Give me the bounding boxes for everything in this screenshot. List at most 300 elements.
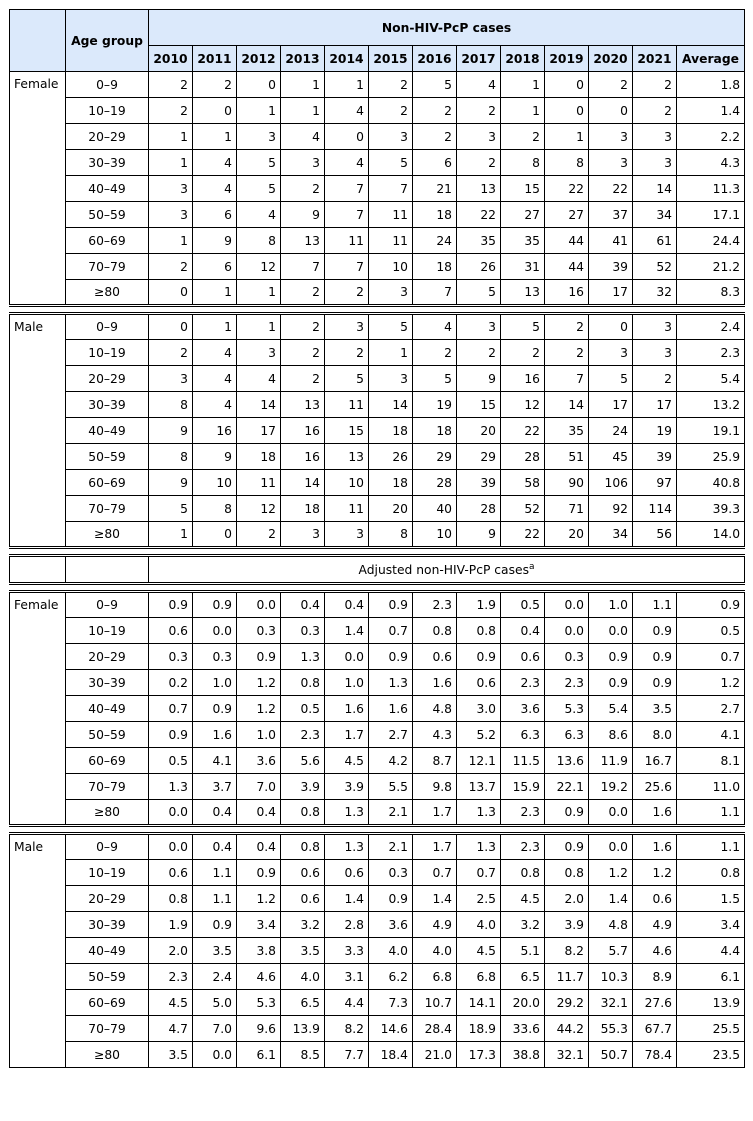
value-cell: 2 bbox=[633, 72, 677, 98]
value-cell: 11.9 bbox=[589, 748, 633, 774]
value-cell: 5 bbox=[237, 176, 281, 202]
value-cell: 58 bbox=[501, 470, 545, 496]
value-cell: 0 bbox=[237, 72, 281, 98]
value-cell: 6 bbox=[413, 150, 457, 176]
value-cell: 1 bbox=[149, 124, 193, 150]
value-cell: 22 bbox=[545, 176, 589, 202]
value-cell: 4.1 bbox=[677, 722, 745, 748]
value-cell: 18 bbox=[237, 444, 281, 470]
value-cell: 6.5 bbox=[501, 964, 545, 990]
value-cell: 1.4 bbox=[325, 886, 369, 912]
value-cell: 6 bbox=[193, 254, 237, 280]
value-cell: 1 bbox=[281, 72, 325, 98]
value-cell: 9 bbox=[193, 228, 237, 254]
value-cell: 14.6 bbox=[369, 1016, 413, 1042]
value-cell: 0.6 bbox=[281, 886, 325, 912]
value-cell: 2.1 bbox=[369, 800, 413, 826]
value-cell: 3.9 bbox=[281, 774, 325, 800]
age-group-cell: 40–49 bbox=[66, 938, 149, 964]
value-cell: 2 bbox=[325, 280, 369, 306]
value-cell: 10.3 bbox=[589, 964, 633, 990]
value-cell: 33.6 bbox=[501, 1016, 545, 1042]
value-cell: 3.5 bbox=[281, 938, 325, 964]
value-cell: 3 bbox=[369, 280, 413, 306]
year-header: Average bbox=[677, 46, 745, 72]
value-cell: 10 bbox=[325, 470, 369, 496]
value-cell: 0.8 bbox=[281, 800, 325, 826]
table-row bbox=[10, 670, 745, 696]
value-cell: 9 bbox=[457, 522, 501, 548]
value-cell: 17 bbox=[237, 418, 281, 444]
value-cell: 0.9 bbox=[193, 696, 237, 722]
value-cell: 2 bbox=[237, 522, 281, 548]
value-cell: 5.4 bbox=[677, 366, 745, 392]
value-cell: 1.3 bbox=[149, 774, 193, 800]
value-cell: 4 bbox=[457, 72, 501, 98]
value-cell: 8.9 bbox=[633, 964, 677, 990]
age-group-cell: 40–49 bbox=[66, 176, 149, 202]
table-row bbox=[10, 912, 745, 938]
value-cell: 10 bbox=[413, 522, 457, 548]
value-cell: 12 bbox=[501, 392, 545, 418]
value-cell: 8 bbox=[237, 228, 281, 254]
value-cell: 0.8 bbox=[457, 618, 501, 644]
value-cell: 2.4 bbox=[677, 314, 745, 340]
value-cell: 32 bbox=[633, 280, 677, 306]
value-cell: 7 bbox=[413, 280, 457, 306]
value-cell: 114 bbox=[633, 496, 677, 522]
value-cell: 8 bbox=[501, 150, 545, 176]
value-cell: 1.8 bbox=[677, 72, 745, 98]
value-cell: 0.0 bbox=[149, 800, 193, 826]
table-row bbox=[10, 72, 745, 98]
value-cell: 1.7 bbox=[413, 834, 457, 860]
value-cell: 11 bbox=[325, 228, 369, 254]
value-cell: 34 bbox=[589, 522, 633, 548]
value-cell: 0.9 bbox=[237, 644, 281, 670]
value-cell: 38.8 bbox=[501, 1042, 545, 1068]
value-cell: 5.4 bbox=[589, 696, 633, 722]
value-cell: 35 bbox=[545, 418, 589, 444]
value-cell: 0.2 bbox=[149, 670, 193, 696]
value-cell: 7.0 bbox=[193, 1016, 237, 1042]
value-cell: 1.0 bbox=[589, 592, 633, 618]
value-cell: 4.9 bbox=[633, 912, 677, 938]
value-cell: 2 bbox=[281, 340, 325, 366]
value-cell: 22 bbox=[457, 202, 501, 228]
age-group-cell: 30–39 bbox=[66, 392, 149, 418]
value-cell: 3 bbox=[281, 522, 325, 548]
age-group-cell: 30–39 bbox=[66, 912, 149, 938]
value-cell: 13.2 bbox=[677, 392, 745, 418]
value-cell: 50.7 bbox=[589, 1042, 633, 1068]
value-cell: 2.3 bbox=[501, 670, 545, 696]
value-cell: 3.5 bbox=[633, 696, 677, 722]
value-cell: 25.9 bbox=[677, 444, 745, 470]
value-cell: 3 bbox=[281, 150, 325, 176]
value-cell: 52 bbox=[501, 496, 545, 522]
year-header: 2018 bbox=[501, 46, 545, 72]
value-cell: 18 bbox=[369, 470, 413, 496]
value-cell: 6.2 bbox=[369, 964, 413, 990]
value-cell: 1.5 bbox=[677, 886, 745, 912]
value-cell: 0.6 bbox=[149, 618, 193, 644]
value-cell: 1 bbox=[149, 150, 193, 176]
value-cell: 106 bbox=[589, 470, 633, 496]
value-cell: 7.0 bbox=[237, 774, 281, 800]
age-group-cell: 70–79 bbox=[66, 496, 149, 522]
value-cell: 2 bbox=[545, 314, 589, 340]
value-cell: 2 bbox=[281, 366, 325, 392]
value-cell: 1.3 bbox=[457, 834, 501, 860]
adjusted-cases-title bbox=[149, 556, 745, 584]
value-cell: 2 bbox=[545, 340, 589, 366]
value-cell: 3 bbox=[633, 314, 677, 340]
value-cell: 27 bbox=[501, 202, 545, 228]
age-group-cell: 60–69 bbox=[66, 228, 149, 254]
value-cell: 1.6 bbox=[369, 696, 413, 722]
value-cell: 3 bbox=[325, 522, 369, 548]
value-cell: 2 bbox=[457, 150, 501, 176]
value-cell: 18.9 bbox=[457, 1016, 501, 1042]
value-cell: 0.4 bbox=[501, 618, 545, 644]
value-cell: 1 bbox=[237, 98, 281, 124]
value-cell: 2.7 bbox=[369, 722, 413, 748]
value-cell: 44 bbox=[545, 254, 589, 280]
value-cell: 19.1 bbox=[677, 418, 745, 444]
value-cell: 4 bbox=[281, 124, 325, 150]
value-cell: 3 bbox=[633, 340, 677, 366]
value-cell: 0.9 bbox=[457, 644, 501, 670]
age-group-cell: 40–49 bbox=[66, 418, 149, 444]
value-cell: 0.6 bbox=[501, 644, 545, 670]
table-row bbox=[10, 496, 745, 522]
value-cell: 10 bbox=[193, 470, 237, 496]
value-cell: 4 bbox=[193, 150, 237, 176]
value-cell: 15.9 bbox=[501, 774, 545, 800]
value-cell: 6.1 bbox=[677, 964, 745, 990]
value-cell: 4.6 bbox=[237, 964, 281, 990]
value-cell: 5 bbox=[369, 314, 413, 340]
value-cell: 1.3 bbox=[281, 644, 325, 670]
value-cell: 4.3 bbox=[413, 722, 457, 748]
age-group-cell: 30–39 bbox=[66, 150, 149, 176]
value-cell: 5.0 bbox=[193, 990, 237, 1016]
value-cell: 1.3 bbox=[369, 670, 413, 696]
value-cell: 4 bbox=[193, 392, 237, 418]
value-cell: 21.2 bbox=[677, 254, 745, 280]
value-cell: 0.4 bbox=[193, 834, 237, 860]
value-cell: 2 bbox=[281, 280, 325, 306]
value-cell: 3 bbox=[457, 314, 501, 340]
value-cell: 5.7 bbox=[589, 938, 633, 964]
value-cell: 5.3 bbox=[237, 990, 281, 1016]
table-row bbox=[10, 280, 745, 306]
value-cell: 13.7 bbox=[457, 774, 501, 800]
value-cell: 1.7 bbox=[325, 722, 369, 748]
age-group-cell: 60–69 bbox=[66, 470, 149, 496]
value-cell: 14 bbox=[633, 176, 677, 202]
value-cell: 3.5 bbox=[149, 1042, 193, 1068]
value-cell: 44.2 bbox=[545, 1016, 589, 1042]
value-cell: 11 bbox=[325, 392, 369, 418]
value-cell: 6.8 bbox=[457, 964, 501, 990]
value-cell: 52 bbox=[633, 254, 677, 280]
value-cell: 24.4 bbox=[677, 228, 745, 254]
value-cell: 5.6 bbox=[281, 748, 325, 774]
value-cell: 21 bbox=[413, 176, 457, 202]
value-cell: 2 bbox=[589, 72, 633, 98]
cases-title: Non-HIV-PcP cases bbox=[149, 10, 745, 46]
value-cell: 11 bbox=[369, 228, 413, 254]
table-row bbox=[10, 124, 745, 150]
value-cell: 67.7 bbox=[633, 1016, 677, 1042]
value-cell: 11 bbox=[369, 202, 413, 228]
value-cell: 3.0 bbox=[457, 696, 501, 722]
table-row bbox=[10, 834, 745, 860]
value-cell: 5.2 bbox=[457, 722, 501, 748]
value-cell: 0.0 bbox=[589, 800, 633, 826]
value-cell: 1.2 bbox=[589, 860, 633, 886]
value-cell: 0 bbox=[545, 72, 589, 98]
value-cell: 2 bbox=[369, 98, 413, 124]
table-row bbox=[10, 964, 745, 990]
value-cell: 1.2 bbox=[237, 670, 281, 696]
value-cell: 0.3 bbox=[281, 618, 325, 644]
value-cell: 13 bbox=[281, 392, 325, 418]
value-cell: 3.6 bbox=[237, 748, 281, 774]
value-cell: 2 bbox=[369, 72, 413, 98]
value-cell: 11.7 bbox=[545, 964, 589, 990]
value-cell: 0.8 bbox=[149, 886, 193, 912]
value-cell: 8.6 bbox=[589, 722, 633, 748]
pcp-cases-table bbox=[9, 9, 745, 1068]
age-group-cell: 50–59 bbox=[66, 202, 149, 228]
value-cell: 3 bbox=[149, 176, 193, 202]
year-header: 2014 bbox=[325, 46, 369, 72]
value-cell: 17.1 bbox=[677, 202, 745, 228]
value-cell: 4.5 bbox=[149, 990, 193, 1016]
value-cell: 0.8 bbox=[281, 670, 325, 696]
value-cell: 0.4 bbox=[325, 592, 369, 618]
value-cell: 12 bbox=[237, 496, 281, 522]
value-cell: 0 bbox=[325, 124, 369, 150]
value-cell: 0.5 bbox=[501, 592, 545, 618]
value-cell: 15 bbox=[501, 176, 545, 202]
value-cell: 11.5 bbox=[501, 748, 545, 774]
table-row bbox=[10, 800, 745, 826]
value-cell: 5 bbox=[413, 366, 457, 392]
value-cell: 3.9 bbox=[545, 912, 589, 938]
value-cell: 8.5 bbox=[281, 1042, 325, 1068]
value-cell: 3 bbox=[369, 366, 413, 392]
value-cell: 7 bbox=[325, 202, 369, 228]
value-cell: 0.7 bbox=[677, 644, 745, 670]
value-cell: 14 bbox=[545, 392, 589, 418]
value-cell: 7 bbox=[281, 254, 325, 280]
value-cell: 2 bbox=[149, 98, 193, 124]
value-cell: 2 bbox=[281, 176, 325, 202]
value-cell: 4 bbox=[325, 150, 369, 176]
sex-label: Male bbox=[10, 834, 66, 1068]
value-cell: 2 bbox=[281, 314, 325, 340]
value-cell: 35 bbox=[501, 228, 545, 254]
value-cell: 1.6 bbox=[193, 722, 237, 748]
value-cell: 0 bbox=[545, 98, 589, 124]
value-cell: 2.3 bbox=[501, 800, 545, 826]
table-row bbox=[10, 470, 745, 496]
value-cell: 0.5 bbox=[281, 696, 325, 722]
value-cell: 8.2 bbox=[545, 938, 589, 964]
value-cell: 27.6 bbox=[633, 990, 677, 1016]
value-cell: 0.8 bbox=[677, 860, 745, 886]
value-cell: 2 bbox=[149, 340, 193, 366]
value-cell: 0.9 bbox=[589, 670, 633, 696]
value-cell: 4.7 bbox=[149, 1016, 193, 1042]
value-cell: 0.9 bbox=[677, 592, 745, 618]
value-cell: 4.5 bbox=[457, 938, 501, 964]
value-cell: 0.9 bbox=[545, 834, 589, 860]
value-cell: 1.4 bbox=[413, 886, 457, 912]
value-cell: 19.2 bbox=[589, 774, 633, 800]
value-cell: 5.5 bbox=[369, 774, 413, 800]
value-cell: 0.6 bbox=[413, 644, 457, 670]
value-cell: 1.1 bbox=[677, 800, 745, 826]
value-cell: 3.8 bbox=[237, 938, 281, 964]
value-cell: 0.7 bbox=[369, 618, 413, 644]
adjusted-title-row bbox=[10, 556, 745, 584]
year-header: 2015 bbox=[369, 46, 413, 72]
value-cell: 0.9 bbox=[369, 592, 413, 618]
value-cell: 2 bbox=[325, 340, 369, 366]
value-cell: 6.5 bbox=[281, 990, 325, 1016]
value-cell: 26 bbox=[457, 254, 501, 280]
age-group-cell: 0–9 bbox=[66, 592, 149, 618]
value-cell: 18 bbox=[369, 418, 413, 444]
value-cell: 0.7 bbox=[413, 860, 457, 886]
value-cell: 11.0 bbox=[677, 774, 745, 800]
value-cell: 1 bbox=[237, 314, 281, 340]
value-cell: 4.0 bbox=[281, 964, 325, 990]
value-cell: 3.7 bbox=[193, 774, 237, 800]
value-cell: 1.4 bbox=[677, 98, 745, 124]
value-cell: 2.2 bbox=[677, 124, 745, 150]
value-cell: 1 bbox=[325, 72, 369, 98]
value-cell: 0 bbox=[193, 522, 237, 548]
value-cell: 8 bbox=[193, 496, 237, 522]
value-cell: 0.5 bbox=[677, 618, 745, 644]
adjusted-title-text: Adjusted non-HIV-PcP cases bbox=[358, 563, 529, 578]
year-header: 2013 bbox=[281, 46, 325, 72]
age-group-cell: 10–19 bbox=[66, 340, 149, 366]
value-cell: 0.9 bbox=[149, 592, 193, 618]
value-cell: 2.0 bbox=[149, 938, 193, 964]
value-cell: 3.1 bbox=[325, 964, 369, 990]
value-cell: 0.9 bbox=[545, 800, 589, 826]
age-group-cell: 30–39 bbox=[66, 670, 149, 696]
value-cell: 0.0 bbox=[589, 618, 633, 644]
value-cell: 1.3 bbox=[325, 800, 369, 826]
age-group-cell: 50–59 bbox=[66, 444, 149, 470]
value-cell: 3 bbox=[149, 366, 193, 392]
value-cell: 4 bbox=[193, 366, 237, 392]
value-cell: 1.2 bbox=[237, 886, 281, 912]
value-cell: 19 bbox=[633, 418, 677, 444]
value-cell: 2 bbox=[633, 366, 677, 392]
table-row bbox=[10, 748, 745, 774]
year-header: 2019 bbox=[545, 46, 589, 72]
value-cell: 18.4 bbox=[369, 1042, 413, 1068]
value-cell: 4.0 bbox=[457, 912, 501, 938]
value-cell: 3 bbox=[633, 150, 677, 176]
data-table-container bbox=[9, 9, 744, 1068]
sex-label: Female bbox=[10, 72, 66, 306]
blank-cell bbox=[10, 556, 66, 584]
value-cell: 0.6 bbox=[325, 860, 369, 886]
value-cell: 2.3 bbox=[413, 592, 457, 618]
value-cell: 9 bbox=[193, 444, 237, 470]
year-header: 2021 bbox=[633, 46, 677, 72]
value-cell: 5 bbox=[149, 496, 193, 522]
age-group-cell: 20–29 bbox=[66, 366, 149, 392]
value-cell: 13.9 bbox=[677, 990, 745, 1016]
value-cell: 4.8 bbox=[413, 696, 457, 722]
value-cell: 28 bbox=[501, 444, 545, 470]
table-row bbox=[10, 522, 745, 548]
value-cell: 17 bbox=[589, 392, 633, 418]
value-cell: 2 bbox=[457, 340, 501, 366]
value-cell: 4.5 bbox=[325, 748, 369, 774]
age-group-cell: 50–59 bbox=[66, 722, 149, 748]
value-cell: 0.3 bbox=[149, 644, 193, 670]
value-cell: 3 bbox=[589, 124, 633, 150]
value-cell: 1.1 bbox=[193, 886, 237, 912]
value-cell: 18 bbox=[413, 418, 457, 444]
value-cell: 2 bbox=[193, 72, 237, 98]
value-cell: 5 bbox=[325, 366, 369, 392]
value-cell: 0.0 bbox=[325, 644, 369, 670]
value-cell: 39 bbox=[589, 254, 633, 280]
value-cell: 12 bbox=[237, 254, 281, 280]
value-cell: 1 bbox=[193, 124, 237, 150]
value-cell: 0.4 bbox=[237, 800, 281, 826]
age-group-cell: 10–19 bbox=[66, 618, 149, 644]
value-cell: 4.8 bbox=[589, 912, 633, 938]
value-cell: 6.3 bbox=[545, 722, 589, 748]
value-cell: 1.9 bbox=[457, 592, 501, 618]
value-cell: 0 bbox=[193, 98, 237, 124]
value-cell: 14 bbox=[281, 470, 325, 496]
age-group-cell: 0–9 bbox=[66, 72, 149, 98]
value-cell: 1 bbox=[501, 98, 545, 124]
value-cell: 25.6 bbox=[633, 774, 677, 800]
value-cell: 7 bbox=[545, 366, 589, 392]
value-cell: 3 bbox=[149, 202, 193, 228]
age-group-cell: 40–49 bbox=[66, 696, 149, 722]
value-cell: 2.0 bbox=[545, 886, 589, 912]
value-cell: 1 bbox=[149, 522, 193, 548]
value-cell: 2.8 bbox=[325, 912, 369, 938]
value-cell: 6 bbox=[193, 202, 237, 228]
age-group-cell: 20–29 bbox=[66, 886, 149, 912]
age-group-cell: ≥80 bbox=[66, 800, 149, 826]
value-cell: 5.3 bbox=[545, 696, 589, 722]
value-cell: 4.5 bbox=[501, 886, 545, 912]
value-cell: 40 bbox=[413, 496, 457, 522]
value-cell: 7 bbox=[325, 254, 369, 280]
value-cell: 90 bbox=[545, 470, 589, 496]
value-cell: 1.2 bbox=[677, 670, 745, 696]
